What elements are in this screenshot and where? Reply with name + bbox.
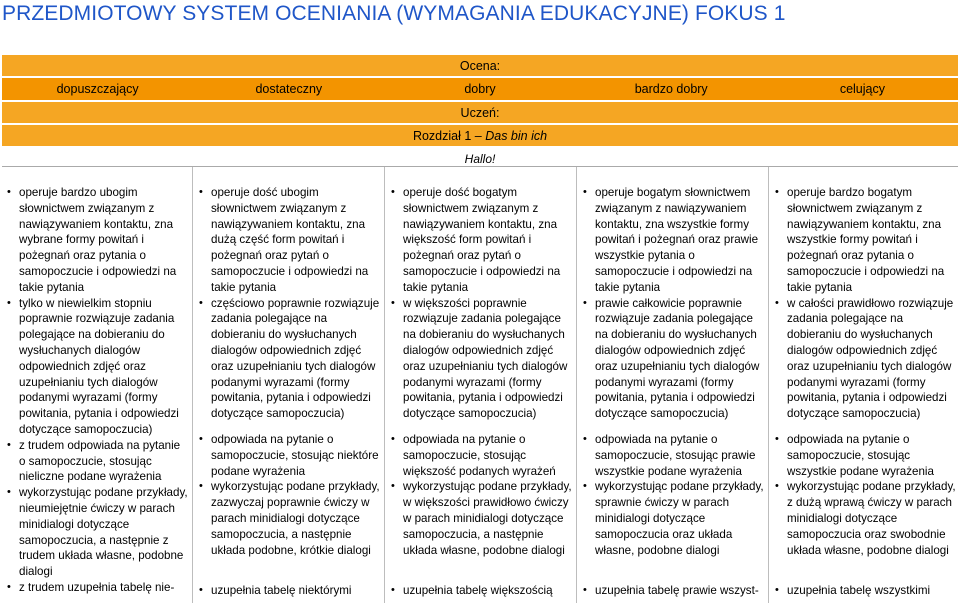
list-item: • wykorzystując podane przykłady, w większości prawidłowo ćwiczy w parach minidialogi dotyczące samopoczucia, a następnie układa własne, podobne dialogi (388, 479, 572, 558)
chapter-label: Rozdział 1 – (412, 128, 482, 143)
requirements-list (388, 583, 572, 599)
requirements-table (2, 166, 958, 603)
requirements-list (388, 432, 572, 558)
requirements-list (772, 583, 956, 599)
list-item: • w całości prawidłowo rozwiązuje zadania polegające na dobieraniu do wysłuchanych dialogów odpowiednich zdjęć oraz uzupełnianiu tych dialogów podanymi wyrazami (formy powitania, pytania i odpowiedzi dotyczące samopoczucia) (772, 296, 956, 422)
ocena-label: Ocena: (459, 58, 501, 73)
requirements-list (196, 185, 380, 422)
level-dopuszczajacy: dopuszczający (56, 82, 139, 96)
list-item: • częściowo poprawnie rozwiązuje zadania polegające na dobieraniu do wysłuchanych dialogów odpowiednich zdjęć oraz uzupełnianiu tych dialogów podanymi wyrazami (formy powitania, pytania i odpowiedzi dotyczące samopoczucia) (196, 296, 380, 422)
column-dobry (388, 167, 572, 603)
level-dobry: dobry (464, 82, 496, 96)
list-item: • uzupełnia tabelę wszystkimi (772, 583, 956, 599)
uczen-header (2, 102, 958, 123)
list-item: • uzupełnia tabelę większością (388, 583, 572, 599)
list-item: • prawie całkowicie poprawnie rozwiązuje zadania polegające na dobieraniu do wysłuchanych dialogów odpowiednich zdjęć oraz uzupełnianiu tych dialogów podanymi wyrazami (formy powitania, pytania i odpowiedzi dotyczące samopoczucia) (580, 296, 764, 422)
list-item: • odpowiada na pytanie o samopoczucie, stosując wszystkie podane wyrażenia (772, 432, 956, 479)
requirements-list (772, 185, 956, 422)
column-dostateczny (196, 167, 380, 603)
list-item: • odpowiada na pytanie o samopoczucie, stosując niektóre podane wyrażenia (196, 432, 380, 479)
column-divider (576, 167, 577, 603)
list-item: • tylko w niewielkim stopniu poprawnie rozwiązuje zadania polegające na dobieraniu do wysłuchanych dialogów odpowiednich zdjęć oraz uzupełnianiu tych dialogów podanymi wyrazami (formy powitania, pytania i odpowiedzi dotyczące samopoczucia) (4, 296, 188, 438)
list-item: • operuje dość ubogim słownictwem związanym z nawiązywaniem kontaktu, zna dużą część form powitań i pożegnań oraz pytań o samopoczucie i odpowiedzi na takie pytania (196, 185, 380, 296)
column-divider (384, 167, 385, 603)
requirements-list (4, 185, 188, 596)
list-item: • operuje bardzo bogatym słownictwem związanym z nawiązywaniem kontaktu, zna wszystkie formy powitań i pożegnań oraz pytania o samopoczucie i odpowiedzi na takie pytania (772, 185, 956, 296)
list-item: • operuje bardzo ubogim słownictwem związanym z nawiązywaniem kontaktu, zna wybrane formy powitań i pożegnań oraz pytania o samopoczucie i odpowiedzi na takie pytania (4, 185, 188, 296)
level-celujacy: celujący (839, 82, 885, 96)
requirements-list (580, 185, 764, 422)
list-item: • wykorzystując podane przykłady, zazwyczaj poprawnie ćwiczy w parach minidialogi dotyczące samopoczucia, a następnie układa podobne, krótkie dialogi (196, 479, 380, 558)
list-item: • z trudem uzupełnia tabelę nie- (4, 580, 188, 596)
chapter-topic: Das bin ich (485, 128, 548, 143)
level-dostateczny: dostateczny (255, 82, 323, 96)
list-item: • uzupełnia tabelę niektórymi (196, 583, 380, 599)
page-title: PRZEDMIOTOWY SYSTEM OCENIANIA (WYMAGANIA EDUKACYJNE) FOKUS 1 (2, 2, 786, 25)
list-item: • z trudem odpowiada na pytanie o samopoczucie, stosując nieliczne podane wyrażenia (4, 438, 188, 485)
lesson-title: Hallo! (464, 152, 496, 166)
lesson-header (2, 148, 958, 166)
list-item: • wykorzystując podane przykłady, z dużą wprawą ćwiczy w parach minidialogi dotyczące samopoczucia oraz swobodnie układa własne, podobne dialogi (772, 479, 956, 558)
uczen-label: Uczeń: (460, 105, 500, 120)
column-divider (768, 167, 769, 603)
requirements-list (580, 432, 764, 558)
requirements-list (772, 432, 956, 558)
column-dopuszczajacy (4, 167, 188, 603)
ocena-header (2, 55, 958, 76)
requirements-list (388, 185, 572, 422)
column-bardzo-dobry (580, 167, 764, 603)
list-item: • w większości poprawnie rozwiązuje zadania polegające na dobieraniu do wysłuchanych dialogów odpowiednich zdjęć oraz uzupełnianiu tych dialogów podanymi wyrazami (formy powitania, pytania i odpowiedzi dotyczące samopoczucia) (388, 296, 572, 422)
list-item: • odpowiada na pytanie o samopoczucie, stosując większość podanych wyrażeń (388, 432, 572, 479)
list-item: • uzupełnia tabelę prawie wszyst- (580, 583, 764, 599)
list-item: • odpowiada na pytanie o samopoczucie, stosując prawie wszystkie podane wyrażenia (580, 432, 764, 479)
column-divider (192, 167, 193, 603)
list-item: • wykorzystując podane przykłady, sprawnie ćwiczy w parach minidialogi dotyczące samopoczucia oraz układa własne, podobne dialogi (580, 479, 764, 558)
grade-levels-row (2, 78, 958, 100)
list-item: • operuje bogatym słownictwem związanym z nawiązywaniem kontaktu, zna wszystkie formy powitań i pożegnań oraz prawie wszystkie pytania o samopoczucie i odpowiedzi na takie pytania (580, 185, 764, 296)
requirements-list (580, 583, 764, 599)
chapter-header (2, 125, 958, 146)
level-bardzo-dobry: bardzo dobry (634, 82, 708, 96)
list-item: • operuje dość bogatym słownictwem związanym z nawiązywaniem kontaktu, zna większość form powitań i pożegnań oraz pytań o samopoczucie i odpowiedzi na takie pytania (388, 185, 572, 296)
requirements-list (196, 432, 380, 558)
column-celujacy (772, 167, 956, 603)
list-item: • wykorzystując podane przykłady, nieumiejętnie ćwiczy w parach minidialogi dotyczące samopoczucia, a następnie z trudem układa własne, podobne dialogi (4, 485, 188, 580)
requirements-list (196, 583, 380, 599)
